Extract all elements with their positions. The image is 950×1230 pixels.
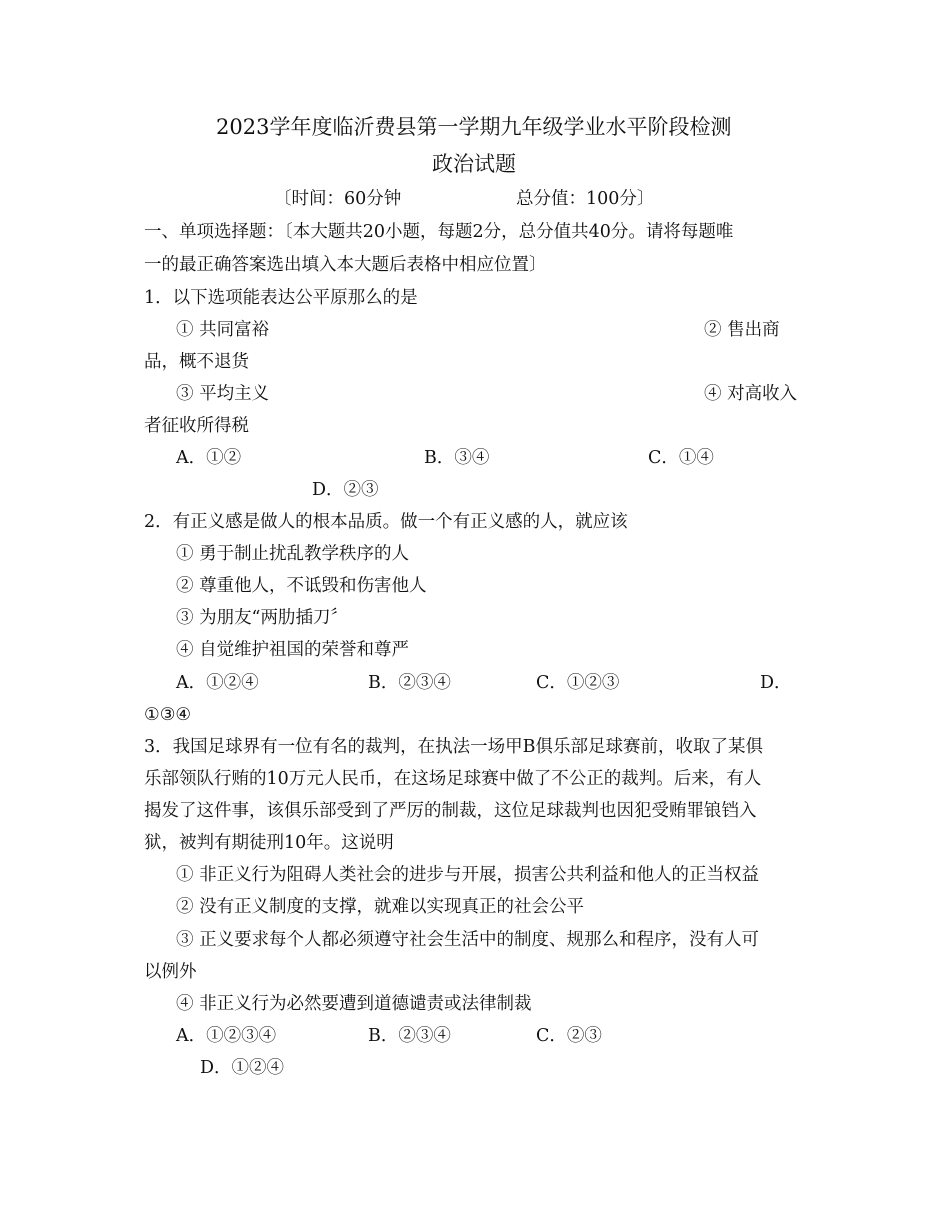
- q2-option-2: ② 尊重他人，不诋毁和伤害他人: [176, 576, 427, 596]
- q1-option-4-part-2: 者征收所得税: [144, 416, 249, 436]
- exam-title: 2023学年度临沂费县第一学期九年级学业水平阶段检测: [216, 115, 732, 139]
- q3-choice-c: C．②③: [536, 1026, 602, 1046]
- q2-choice-b: B．②③④: [368, 673, 451, 693]
- q1-option-1: ① 共同富裕: [176, 320, 270, 340]
- q3-option-1: ① 非正义行为阻碍人类社会的进步与开展，损害公共利益和他人的正当权益: [176, 865, 760, 885]
- q3-stem-line-4: 狱，被判有期徒刑10年。这说明: [144, 833, 394, 853]
- q2-choice-c: C．①②③: [536, 673, 620, 693]
- exam-subtitle: 政治试题: [432, 152, 516, 176]
- section-instruction-line-2: 一的最正确答案选出填入本大题后表格中相应位置〕: [144, 255, 547, 275]
- exam-time: 〔时间：60分钟: [274, 189, 402, 209]
- exam-score: 总分值：100分〕: [516, 189, 655, 209]
- q2-option-4: ④ 自觉维护祖国的荣誉和尊严: [176, 640, 410, 660]
- q3-stem-line-2: 乐部领队行贿的10万元人民币，在这场足球赛中做了不公正的裁判。后来，有人: [144, 769, 762, 789]
- q1-option-2-part-1: ② 售出商: [704, 320, 780, 340]
- q1-choice-a: A．①②: [176, 448, 242, 468]
- q2-choice-d-label: D．: [760, 673, 792, 693]
- q2-option-3: ③ 为朋友“两肋插刀〞: [176, 608, 349, 628]
- q1-option-3: ③ 平均主义: [176, 384, 270, 404]
- q2-choice-d-value: ①③④: [144, 705, 192, 725]
- q1-choice-b: B．③④: [424, 448, 490, 468]
- q1-stem: 1．以下选项能表达公平原那么的是: [144, 288, 418, 308]
- q3-stem-line-3: 揭发了这件事，该俱乐部受到了严厉的制裁，这位足球裁判也因犯受贿罪锒铛入: [144, 801, 757, 821]
- section-instruction-line-1: 一、单项选择题：〔本大题共20小题，每题2分，总分值共40分。请将每题唯: [144, 222, 734, 242]
- q3-choice-a: A．①②③④: [176, 1026, 277, 1046]
- q3-choice-b: B．②③④: [368, 1026, 451, 1046]
- q3-choice-d: D．①②④: [200, 1058, 285, 1078]
- q1-option-2-part-2: 品，概不退货: [144, 352, 249, 372]
- q1-choice-d: D．②③: [312, 480, 379, 500]
- q1-option-4-part-1: ④ 对高收入: [704, 384, 798, 404]
- q3-option-3-part-1: ③ 正义要求每个人都必须遵守社会生活中的制度、规那么和程序，没有人可: [176, 930, 760, 950]
- q3-stem-line-1: 3．我国足球界有一位有名的裁判，在执法一场甲B俱乐部足球赛前，收取了某俱: [144, 737, 763, 757]
- q2-stem: 2．有正义感是做人的根本品质。做一个有正义感的人，就应该: [144, 512, 628, 532]
- q3-option-4: ④ 非正义行为必然要遭到道德谴责或法律制裁: [176, 994, 532, 1014]
- q2-choice-a: A．①②④: [176, 673, 259, 693]
- q1-choice-c: C．①④: [648, 448, 714, 468]
- q2-option-1: ① 勇于制止扰乱教学秩序的人: [176, 544, 410, 564]
- q3-option-3-part-2: 以例外: [144, 962, 197, 982]
- q3-option-2: ② 没有正义制度的支撑，就难以实现真正的社会公平: [176, 897, 585, 917]
